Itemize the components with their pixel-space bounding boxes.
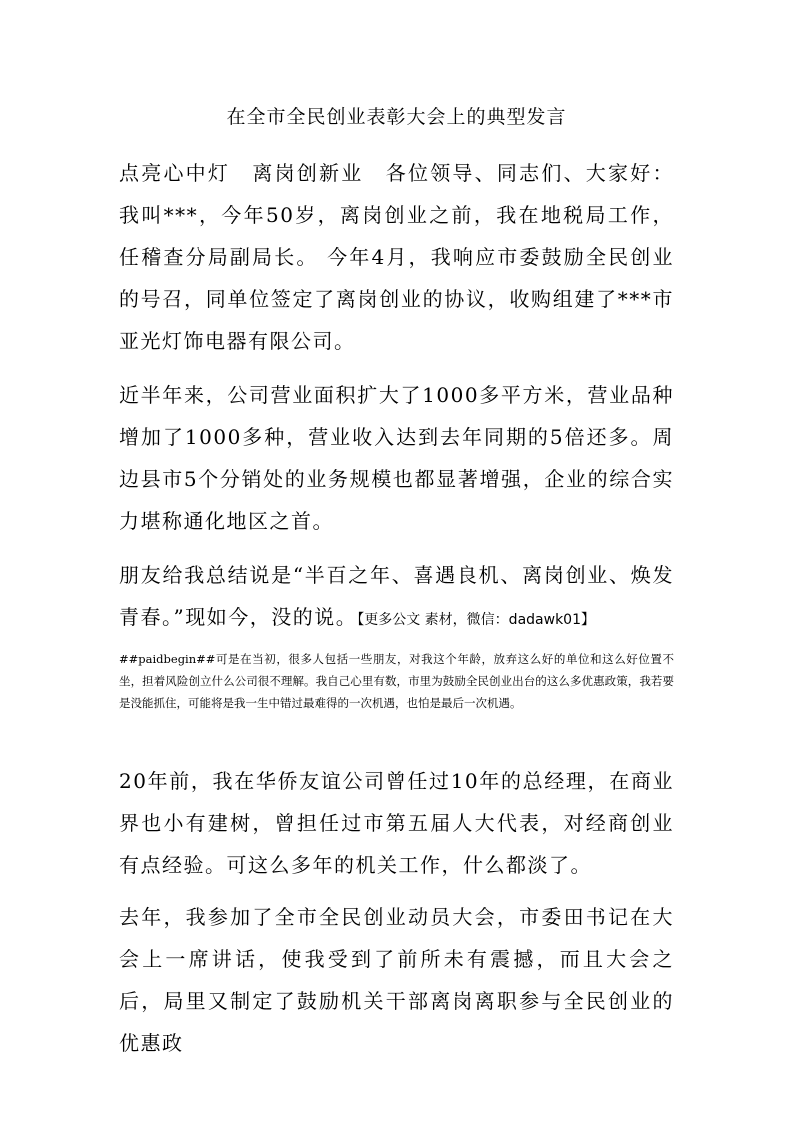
paragraph-friends-summary-text: 朋友给我总结说是“半百之年、喜遇良机、离岗创业、焕发青春。”现如今，没的说。 xyxy=(119,563,674,629)
paragraph-last-year: 去年，我参加了全市全民创业动员大会，市委田书记在大会上一席讲话，使我受到了前所未有震撼，而且大会之后，局里又制定了鼓励机关干部离岗离职参与全民创业的优惠政 xyxy=(119,905,674,1055)
paragraph-paid-section: ##paidbegin##可是在当初，很多人包括一些朋友，对我这个年龄，放弃这么好的单位和这么好位置不坐，担着风险创立什么公司很不理解。我自己心里有数，市里为鼓励全民创业出台的这么多优惠政策，我若要是没能抓住，可能将是我一生中错过最难得的一次机遇，也怕是最后一次机遇。 xyxy=(119,652,674,710)
paragraph-results: 近半年来，公司营业面积扩大了1000多平方米，营业品种增加了1000多种，营业收入达到去年同期的5倍还多。周边县市5个分销处的业务规模也都显著增强，企业的综合实力堪称通化地区之首。 xyxy=(119,383,674,533)
promo-note: 【更多公文 素材，微信：dadawk01】 xyxy=(357,612,595,628)
paragraph-friends-summary xyxy=(119,554,674,641)
paragraph-past-experience: 20年前，我在华侨友谊公司曾任过10年的总经理，在商业界也小有建树，曾担任过市第五届人大代表，对经商创业有点经验。可这么多年的机关工作，什么都淡了。 xyxy=(119,769,674,877)
paragraph-intro: 点亮心中灯 离岗创新业 各位领导、同志们、大家好：我叫***，今年50岁，离岗创业之前，我在地税局工作，任稽查分局副局长。 今年4月，我响应市委鼓励全民创业的号召，同单位签定了离岗创业的协议，收购组建了***市亚光灯饰电器有限公司。 xyxy=(119,161,674,353)
document-title: 在全市全民创业表彰大会上的典型发言 xyxy=(226,106,567,128)
